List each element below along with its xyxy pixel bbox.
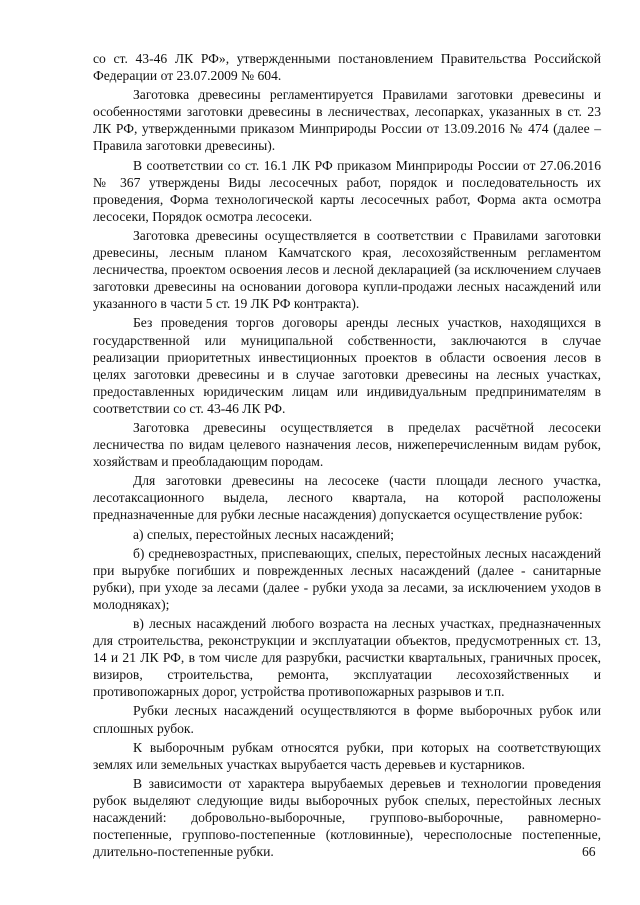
paragraph-felling-types: В зависимости от характера вырубаемых деревьев и технологии проведения рубок выделяют следующие виды выборочных рубок спелых, перестойных лесных насаждений: добровольно-выборочные, группово-выборочные, равномерно-постепенные, группово-постепенные (котловинные), чересполосные постепенные, длительно-постепенные рубки. — [93, 775, 601, 860]
list-item-a: а) спелых, перестойных лесных насаждений; — [133, 526, 395, 542]
paragraph-cutting-area: Для заготовки древесины на лесосеке (части площади лесного участка, лесотаксационного выдела, лесного квартала, на которой расположены предназначенные для рубки лесные насаждения) допускается осуществление рубок: — [93, 473, 601, 523]
document-body — [93, 50, 601, 860]
paragraph-harvesting-accordance: Заготовка древесины осуществляется в соответствии с Правилами заготовки древесины, лесным планом Камчатского края, лесохозяйственным регламентом лесничества, проектом освоения лесов и лесной декларацией (за исключением случаев заготовки древесины на основании договора купли-продажи лесных насаждений или указанного в части 5 ст. 19 ЛК РФ контракта). — [93, 227, 601, 312]
paragraph-continuation: со ст. 43-46 ЛК РФ», утвержденными постановлением Правительства Российской Федерации от 23.07.2009 № 604. — [93, 51, 601, 84]
paragraph-timber-harvesting-rules: Заготовка древесины регламентируется Правилами заготовки древесины и особенностями заготовки древесины в лесничествах, лесопарках, указанных в ст. 23 ЛК РФ, утвержденными приказом Минприроды России от 13.09.2016 № 474 (далее – Правила заготовки древесины). — [93, 87, 601, 154]
paragraph-felling-forms: Рубки лесных насаждений осуществляются в форме выборочных рубок или сплошных рубок. — [93, 703, 601, 736]
paragraph-selective-felling: К выборочным рубкам относятся рубки, при которых на соответствующих землях или земельных участках вырубается часть деревьев и кустарников. — [93, 739, 601, 772]
list-item-b: б) средневозрастных, приспевающих, спелых, перестойных лесных насаждений при вырубке погибших и поврежденных лесных насаждений (далее - санитарные рубки), при уходе за лесами (далее - рубки ухода за лесами, за исключением уходов в молодняках); — [93, 545, 601, 612]
paragraph-allowable-cut: Заготовка древесины осуществляется в пределах расчётной лесосеки лесничества по видам целевого назначения лесов, нижеперечисленным видам рубок, хозяйствам и преобладающим породам. — [93, 419, 601, 470]
paragraph-lease-agreements: Без проведения торгов договоры аренды лесных участков, находящихся в государственной или муниципальной собственности, заключаются в случае реализации приоритетных инвестиционных проектов в области освоения лесов в целях заготовки древесины и в случае заготовки древесины на лесных участках, предоставленных юридическим лицам или индивидуальным предпринимателям в соответствии со ст. 43-46 ЛК РФ. — [93, 315, 601, 416]
list-item-c: в) лесных насаждений любого возраста на лесных участках, предназначенных для строительства, реконструкции и эксплуатации объектов, предусмотренных ст. 13, 14 и 21 ЛК РФ, в том числе для разрубки, расчистки квартальных, граничных просек, визиров, строительства, ремонта, эксплуатации лесохозяйственных и противопожарных дорог, устройства противопожарных разрывов и т.п. — [93, 616, 601, 700]
paragraph-logging-works-order: В соответствии со ст. 16.1 ЛК РФ приказом Минприроды России от 27.06.2016 № 367 утверждены Виды лесосечных работ, порядок и последовательность их проведения, Форма технологической карты лесосечных работ, Форма акта осмотра лесосеки, Порядок осмотра лесосеки. — [93, 157, 601, 224]
page-number: 66 — [582, 844, 596, 859]
